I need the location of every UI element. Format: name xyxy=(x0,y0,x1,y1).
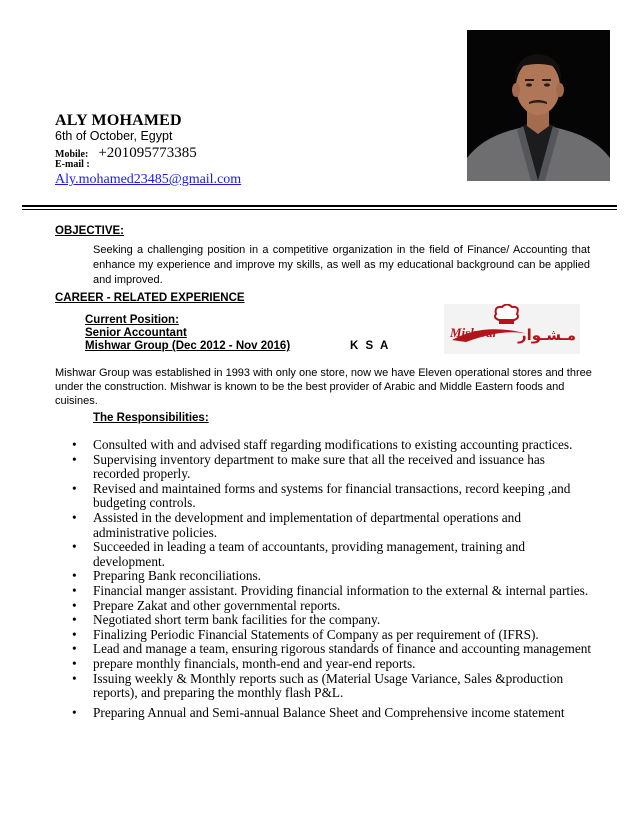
bullet-icon: • xyxy=(72,509,77,525)
responsibility-text: Consulted with and advised staff regarding modifications to existing accounting practices. xyxy=(93,437,573,452)
bullet-icon: • xyxy=(72,451,77,467)
responsibility-item xyxy=(72,642,592,657)
company-period: Mishwar Group (Dec 2012 - Nov 2016) xyxy=(85,340,291,352)
bullet-icon: • xyxy=(72,655,77,671)
responsibility-item xyxy=(72,706,592,721)
responsibilities-heading: The Responsibilities: xyxy=(93,412,209,424)
responsibility-item xyxy=(72,453,592,482)
company-logo xyxy=(444,304,580,354)
mobile-number: +201095773385 xyxy=(98,145,197,161)
divider-thin xyxy=(22,209,617,210)
bullet-icon: • xyxy=(72,612,77,628)
divider-thick xyxy=(22,205,617,207)
responsibility-text: Revised and maintained forms and systems for financial transactions, record keeping ,and budgeting controls. xyxy=(93,480,571,511)
responsibility-item xyxy=(72,672,592,701)
responsibility-item xyxy=(72,540,592,569)
email-link[interactable]: Aly.mohamed23485@gmail.com xyxy=(55,172,242,187)
responsibility-text: Preparing Annual and Semi-annual Balance Sheet and Comprehensive income statement xyxy=(93,704,565,720)
mishwar-logo xyxy=(444,304,580,354)
job-location: K S A xyxy=(350,340,391,352)
responsibility-text: Assisted in the development and implementation of departmental operations and administrative policies. xyxy=(93,509,521,540)
objective-text: Seeking a challenging position in a competitive organization in the field of Finance/ Accounting that enhance my experience and improve my skills, as well as my educational background can be applied and improved. xyxy=(93,244,590,286)
bullet-icon: • xyxy=(72,437,77,452)
mobile-label: Mobile: xyxy=(55,149,89,160)
career-heading: CAREER - RELATED EXPERIENCE xyxy=(55,292,245,304)
responsibility-text: Prepare Zakat and other governmental reports. xyxy=(93,597,341,613)
responsibility-text: Supervising inventory department to make sure that all the received and issuance has recorded properly. xyxy=(93,451,545,482)
responsibility-text: Lead and manage a team, ensuring rigorous standards of finance and accounting management xyxy=(93,641,592,657)
address: 6th of October, Egypt xyxy=(55,129,173,143)
bullet-icon: • xyxy=(72,641,77,657)
responsibility-text: Financial manger assistant. Providing financial information to the external & internal parties. xyxy=(93,582,589,598)
responsibility-text: prepare monthly financials, month-end and year-end reports. xyxy=(93,655,416,671)
candidate-name: ALY MOHAMED xyxy=(55,112,182,129)
responsibility-item xyxy=(72,613,592,628)
responsibility-item xyxy=(72,438,592,453)
responsibility-item xyxy=(72,628,592,643)
responsibility-item xyxy=(72,584,592,599)
bullet-icon: • xyxy=(72,582,77,598)
logo-text-ar: مـشـوار xyxy=(518,326,576,344)
responsibility-item xyxy=(72,657,592,672)
responsibility-item xyxy=(72,511,592,540)
email-label: E-mail : xyxy=(55,159,90,170)
responsibility-text: Issuing weekly & Monthly reports such as (Material Usage Variance, Sales &production reports), and preparing the monthly flash P&L. xyxy=(93,670,564,701)
responsibility-item xyxy=(72,569,592,584)
objective-heading: OBJECTIVE: xyxy=(55,225,125,237)
job-title: Senior Accountant xyxy=(85,327,187,339)
logo-text-en: Mishwar xyxy=(450,325,498,340)
bullet-icon: • xyxy=(72,568,77,584)
company-description: Mishwar Group was established in 1993 with only one store, now we have Eleven operational stores and three under the construction. Mishwar is known to be the best provider of Arabic and Middle Eastern foods and cuisines. xyxy=(55,367,592,407)
responsibilities-list xyxy=(72,438,592,720)
responsibility-text: Finalizing Periodic Financial Statements of Company as per requirement of (IFRS). xyxy=(93,626,539,642)
profile-photo xyxy=(467,30,610,181)
bullet-icon: • xyxy=(72,597,77,613)
bullet-icon: • xyxy=(72,626,77,642)
responsibility-item xyxy=(72,482,592,511)
bullet-icon: • xyxy=(72,704,77,720)
portrait-image xyxy=(467,30,610,181)
current-position-label: Current Position: xyxy=(85,314,179,326)
bullet-icon: • xyxy=(72,539,77,555)
bullet-icon: • xyxy=(72,670,77,686)
responsibility-item xyxy=(72,599,592,614)
responsibility-text: Preparing Bank reconciliations. xyxy=(93,568,262,584)
bullet-icon: • xyxy=(72,480,77,496)
responsibility-text: Negotiated short term bank facilities for the company. xyxy=(93,612,381,628)
responsibility-text: Succeeded in leading a team of accountants, providing management, training and development. xyxy=(93,539,525,569)
